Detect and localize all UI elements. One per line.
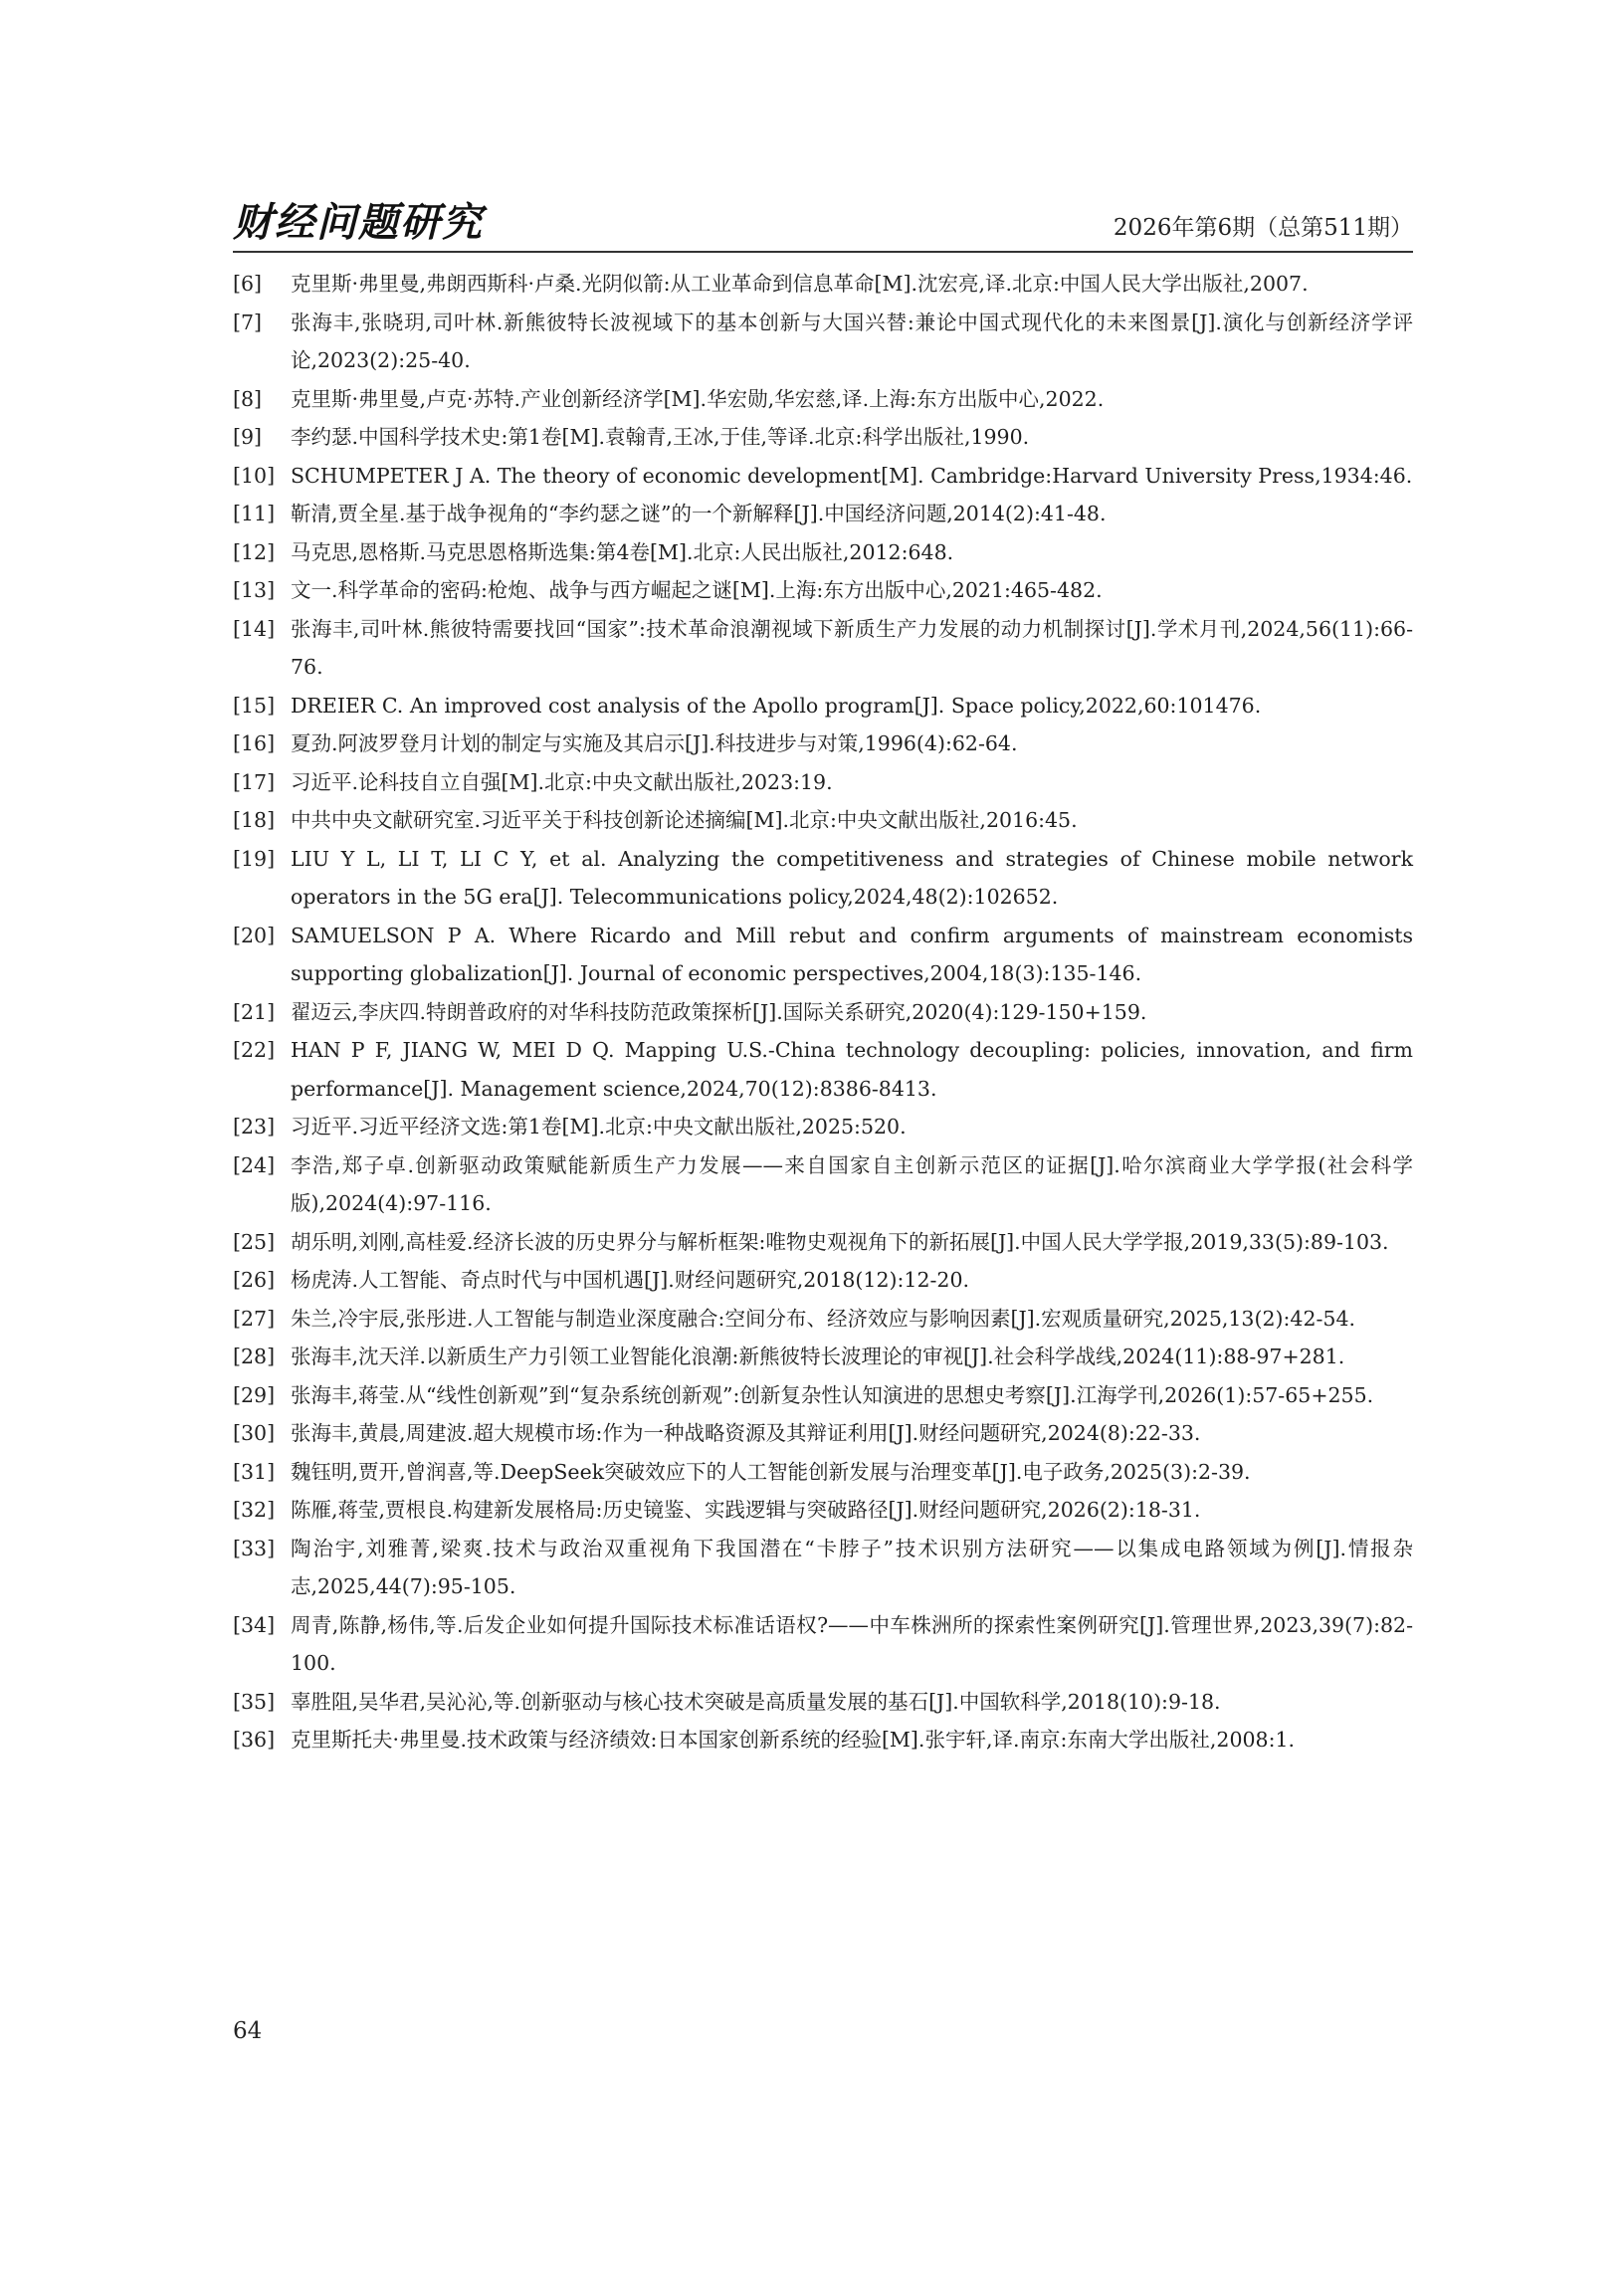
reference-item [233, 801, 1413, 840]
reference-item [233, 1721, 1413, 1760]
reference-text: DREIER C. An improved cost analysis of the Apollo program[J]. Space policy,2022,60:101476. [291, 693, 1262, 718]
reference-item [233, 917, 1413, 993]
reference-item [233, 1108, 1413, 1146]
reference-text: 辜胜阻,吴华君,吴沁沁,等.创新驱动与核心技术突破是高质量发展的基石[J].中国软科学,2018(10):9-18. [291, 1689, 1221, 1714]
reference-text: 胡乐明,刘刚,高桂爱.经济长波的历史界分与解析框架:唯物史观视角下的新拓展[J].中国人民大学学报,2019,33(5):89-103. [291, 1229, 1389, 1254]
reference-text: 克里斯·弗里曼,弗朗西斯科·卢桑.光阴似箭:从工业革命到信息革命[M].沈宏亮,译.北京:中国人民大学出版社,2007. [291, 272, 1309, 296]
reference-item [233, 1530, 1413, 1606]
reference-text: 杨虎涛.人工智能、奇点时代与中国机遇[J].财经问题研究,2018(12):12-20. [291, 1268, 970, 1292]
reference-text: 翟迈云,李庆四.特朗普政府的对华科技防范政策探析[J].国际关系研究,2020(4):129-150+159. [291, 999, 1147, 1024]
reference-text: LIU Y L, LI T, LI C Y, et al. Analyzing the competitiveness and strategies of Chinese mobile network operators in the 5G era[J]. Telecommunications policy,2024,48(2):102652. [291, 846, 1413, 909]
reference-number: [34] [233, 1612, 276, 1637]
reference-text: 夏劲.阿波罗登月计划的制定与实施及其启示[J].科技进步与对策,1996(4):62-64. [291, 731, 1018, 755]
reference-number: [25] [233, 1229, 276, 1254]
reference-text: SAMUELSON P A. Where Ricardo and Mill rebut and confirm arguments of mainstream economists supporting globalization[J]. Journal of economic perspectives,2004,18(3):135-146. [291, 923, 1413, 985]
reference-number: [10] [233, 463, 276, 488]
reference-item [233, 1223, 1413, 1262]
reference-number: [14] [233, 616, 276, 641]
reference-text: 文一.科学革命的密码:枪炮、战争与西方崛起之谜[M].上海:东方出版中心,2021:465-482. [291, 578, 1103, 602]
reference-number: [8] [233, 386, 263, 411]
reference-item [233, 1338, 1413, 1376]
reference-item [233, 725, 1413, 763]
reference-item [233, 418, 1413, 457]
reference-number: [27] [233, 1306, 276, 1331]
reference-text: 张海丰,张晓玥,司叶林.新熊彼特长波视域下的基本创新与大国兴替:兼论中国式现代化的未来图景[J].演化与创新经济学评论,2023(2):25-40. [291, 310, 1413, 372]
reference-number: [36] [233, 1728, 276, 1752]
reference-text: 朱兰,冷宇辰,张彤进.人工智能与制造业深度融合:空间分布、经济效应与影响因素[J].宏观质量研究,2025,13(2):42-54. [291, 1306, 1356, 1331]
reference-number: [17] [233, 769, 276, 794]
reference-number: [33] [233, 1536, 276, 1560]
reference-item [233, 840, 1413, 917]
reference-item [233, 1491, 1413, 1530]
reference-number: [29] [233, 1382, 276, 1407]
reference-number: [24] [233, 1152, 276, 1177]
reference-item [233, 1031, 1413, 1108]
reference-number: [26] [233, 1268, 276, 1292]
reference-item [233, 1606, 1413, 1683]
reference-text: 克里斯托夫·弗里曼.技术政策与经济绩效:日本国家创新系统的经验[M].张宇轩,译.南京:东南大学出版社,2008:1. [291, 1728, 1296, 1752]
reference-item [233, 1414, 1413, 1453]
reference-item [233, 687, 1413, 725]
reference-number: [22] [233, 1038, 276, 1062]
reference-number: [15] [233, 693, 276, 718]
reference-number: [20] [233, 923, 276, 947]
reference-text: 习近平.习近平经济文选:第1卷[M].北京:中央文献出版社,2025:520. [291, 1115, 907, 1139]
reference-number: [30] [233, 1421, 276, 1445]
reference-number: [28] [233, 1345, 276, 1368]
reference-item [233, 610, 1413, 687]
reference-item [233, 457, 1413, 496]
reference-text: 陶治宇,刘雅菁,梁爽.技术与政治双重视角下我国潜在“卡脖子”技术识别方法研究——以集成电路领域为例[J].情报杂志,2025,44(7):95-105. [291, 1536, 1413, 1598]
reference-text: 张海丰,司叶林.熊彼特需要找回“国家”:技术革命浪潮视域下新质生产力发展的动力机制探讨[J].学术月刊,2024,56(11):66-76. [291, 616, 1413, 679]
reference-item [233, 1300, 1413, 1339]
reference-text: 习近平.论科技自立自强[M].北京:中央文献出版社,2023:19. [291, 769, 833, 794]
reference-item [233, 1683, 1413, 1722]
reference-number: [19] [233, 846, 276, 871]
reference-number: [23] [233, 1115, 276, 1139]
reference-text: 靳清,贾全星.基于战争视角的“李约瑟之谜”的一个新解释[J].中国经济问题,2014(2):41-48. [291, 502, 1107, 525]
reference-item [233, 265, 1413, 304]
reference-item [233, 495, 1413, 533]
reference-item [233, 304, 1413, 380]
page-number: 64 [233, 2018, 263, 2044]
reference-text: 张海丰,黄晨,周建波.超大规模市场:作为一种战略资源及其辩证利用[J].财经问题研究,2024(8):22-33. [291, 1421, 1201, 1445]
reference-text: 李浩,郑子卓.创新驱动政策赋能新质生产力发展——来自国家自主创新示范区的证据[J].哈尔滨商业大学学报(社会科学版),2024(4):97-116. [291, 1152, 1413, 1215]
reference-number: [13] [233, 578, 276, 602]
page-header [233, 199, 1413, 251]
reference-number: [7] [233, 310, 263, 334]
reference-item [233, 1376, 1413, 1415]
reference-number: [11] [233, 502, 276, 525]
reference-text: 马克思,恩格斯.马克思恩格斯选集:第4卷[M].北京:人民出版社,2012:648. [291, 539, 954, 564]
reference-item [233, 763, 1413, 802]
issue-info: 2026年第6期（总第511期） [1113, 215, 1413, 241]
reference-item [233, 571, 1413, 610]
reference-number: [21] [233, 999, 276, 1024]
reference-item [233, 1453, 1413, 1492]
reference-text: 克里斯·弗里曼,卢克·苏特.产业创新经济学[M].华宏勋,华宏慈,译.上海:东方出版中心,2022. [291, 386, 1105, 411]
reference-item [233, 993, 1413, 1032]
reference-number: [35] [233, 1689, 276, 1714]
reference-item [233, 1261, 1413, 1300]
journal-logo: 财经问题研究 [233, 199, 484, 246]
reference-number: [16] [233, 731, 276, 755]
reference-number: [18] [233, 808, 276, 832]
reference-text: HAN P F, JIANG W, MEI D Q. Mapping U.S.-China technology decoupling: policies, innovation, and firm performance[J]. Management science,2024,70(12):8386-8413. [291, 1038, 1413, 1101]
header-divider [233, 251, 1413, 253]
reference-number: [32] [233, 1498, 276, 1522]
reference-number: [31] [233, 1459, 276, 1484]
reference-number: [6] [233, 272, 263, 296]
reference-item [233, 533, 1413, 572]
reference-item [233, 1146, 1413, 1223]
reference-text: 张海丰,蒋莹.从“线性创新观”到“复杂系统创新观”:创新复杂性认知演进的思想史考察[J].江海学刊,2026(1):57-65+255. [291, 1382, 1374, 1407]
reference-text: 中共中央文献研究室.习近平关于科技创新论述摘编[M].北京:中央文献出版社,2016:45. [291, 808, 1078, 832]
reference-text: 魏钰明,贾开,曾润喜,等.DeepSeek突破效应下的人工智能创新发展与治理变革[J].电子政务,2025(3):2-39. [291, 1459, 1251, 1484]
reference-text: 张海丰,沈天洋.以新质生产力引领工业智能化浪潮:新熊彼特长波理论的审视[J].社会科学战线,2024(11):88-97+281. [291, 1345, 1345, 1368]
reference-text: SCHUMPETER J A. The theory of economic development[M]. Cambridge:Harvard University Press,1934:46. [291, 463, 1413, 488]
reference-list [233, 265, 1413, 1760]
reference-number: [12] [233, 539, 276, 564]
reference-number: [9] [233, 425, 263, 449]
reference-text: 周青,陈静,杨伟,等.后发企业如何提升国际技术标准话语权?——中车株洲所的探索性案例研究[J].管理世界,2023,39(7):82-100. [291, 1612, 1413, 1675]
reference-text: 李约瑟.中国科学技术史:第1卷[M].袁翰青,王冰,于佳,等译.北京:科学出版社,1990. [291, 425, 1030, 449]
reference-text: 陈雁,蒋莹,贾根良.构建新发展格局:历史镜鉴、实践逻辑与突破路径[J].财经问题研究,2026(2):18-31. [291, 1498, 1201, 1522]
reference-item [233, 380, 1413, 419]
